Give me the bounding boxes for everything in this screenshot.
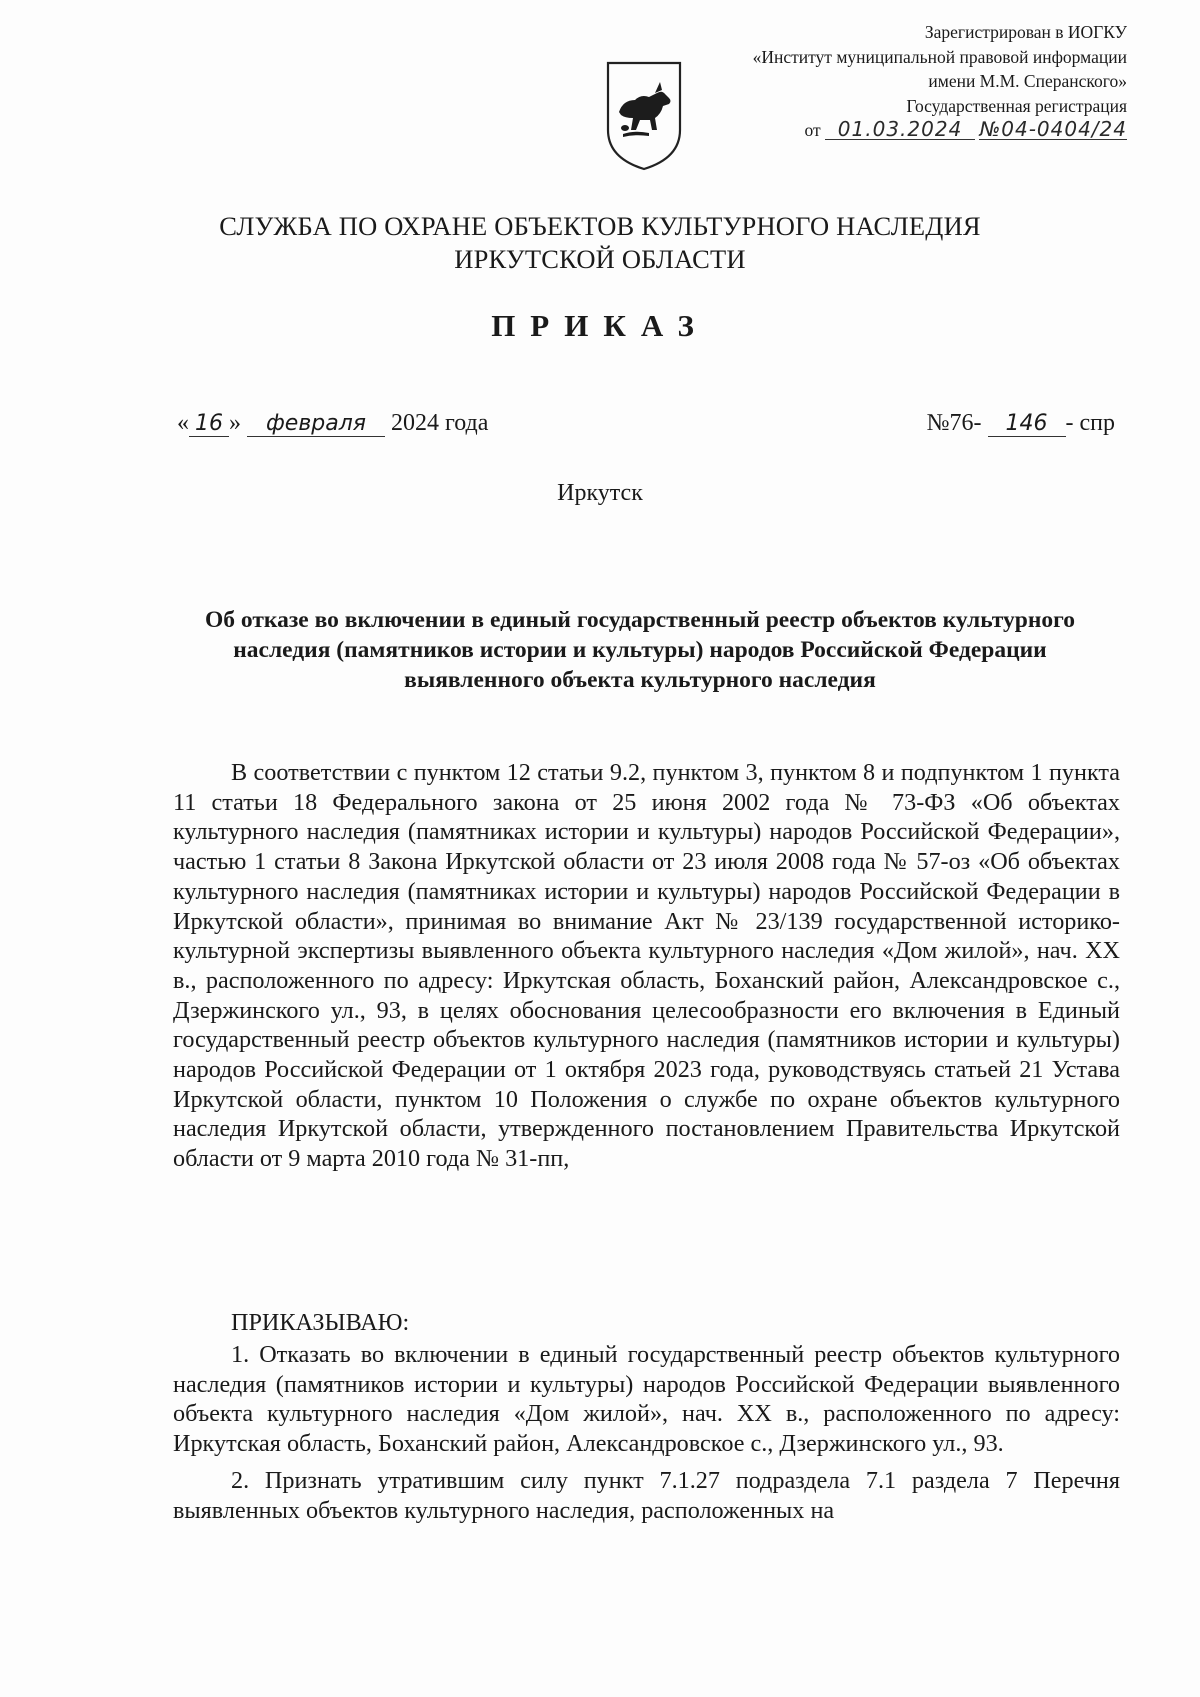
registration-line-4: Государственная регистрация: [906, 95, 1127, 116]
order-number: [927, 410, 1115, 437]
order-item-2: 2. Признать утратившим силу пункт 7.1.27 подраздела 7.1 раздела 7 Перечня выявленных объектов культурного наследия, расположенных на: [173, 1467, 1120, 1524]
registration-line-1: Зарегистрирован в ИОГКУ: [924, 22, 1127, 42]
irkutsk-coat-of-arms-icon: [605, 60, 683, 172]
order-word: ПРИКАЗЫВАЮ:: [231, 1309, 410, 1336]
agency-name-line-2: ИРКУТСКОЙ ОБЛАСТИ: [454, 244, 746, 274]
order-number-suffix: - спр: [1065, 410, 1115, 436]
date-open-quote: «: [177, 410, 189, 436]
order-number-value: 146: [988, 412, 1066, 437]
document-type-title: ПРИКАЗ: [491, 308, 709, 343]
order-item-1: 1. Отказать во включении в единый государственный реестр объектов культурного наследия (памятников истории и культуры) народов Российской Федерации выявленного объекта культурного наследия «Дом жилой», нач. XX в., расположенного по адресу: Иркутская область, Боханский район, Александровское с., Дзержинского ул., 93.: [173, 1341, 1120, 1458]
date-month: февраля: [247, 412, 385, 437]
order-heading: Об отказе во включении в единый государственный реестр объектов культурного наследия (памятников истории и культуры) народов Российской Федерации выявленного объекта культурного наследия: [205, 607, 1075, 693]
registration-number: №04-0404/24: [979, 117, 1127, 141]
order-date: [177, 410, 488, 437]
agency-name-line-1: СЛУЖБА ПО ОХРАНЕ ОБЪЕКТОВ КУЛЬТУРНОГО НАСЛЕДИЯ: [219, 211, 981, 241]
agency-name: [0, 210, 1200, 276]
registration-line-2: «Институт муниципальной правовой информации: [752, 46, 1127, 67]
date-year: 2024 года: [391, 410, 489, 436]
date-close-quote: »: [229, 410, 241, 436]
city: Иркутск: [557, 480, 643, 506]
registration-date: 01.03.2024: [825, 119, 975, 140]
preamble-paragraph: В соответствии с пунктом 12 статьи 9.2, пунктом 3, пунктом 8 и подпунктом 1 пункта 11 статьи 18 Федерального закона от 25 июня 2002 года № 73-ФЗ «Об объектах культурного наследия (памятниках истории и культуры) народов Российской Федерации», частью 1 статьи 8 Закона Иркутской области от 23 июля 2008 года № 57-оз «Об объектах культурного наследия (памятниках истории и культуры) народов Российской Федерации в Иркутской области», принимая во внимание Акт № 23/139 государственной историко-культурной экспертизы выявленного объекта культурного наследия «Дом жилой», нач. XX в., расположенного по адресу: Иркутская область, Боханский район, Александровское с., Дзержинского ул., 93, в целях обоснования целесообразности его включения в Единый государственный реестр объектов культурного наследия (памятников истории и культуры) народов Российской Федерации от 1 октября 2023 года, руководствуясь статьей 21 Устава Иркутской области, пунктом 10 Положения о службе по охране объектов культурного наследия Иркутской области, утвержденного постановлением Правительства Иркутской области от 9 марта 2010 года № 31-пп,: [173, 759, 1120, 1173]
registration-line-3: имени М.М. Сперанского»: [928, 71, 1127, 91]
registration-prefix: от: [804, 120, 821, 140]
date-day: 16: [189, 412, 229, 437]
order-number-prefix: №76-: [926, 410, 982, 436]
